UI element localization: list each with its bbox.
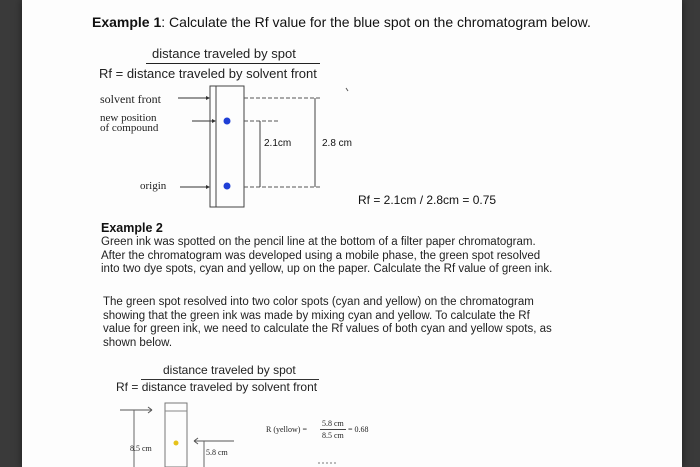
new-position-arrowhead xyxy=(212,119,216,123)
new-position-line2: of compound xyxy=(100,122,159,134)
rf-yellow-label: R (yellow) = xyxy=(266,425,307,434)
origin-spot xyxy=(224,183,231,190)
rf-yellow-result: = 0.68 xyxy=(348,425,369,434)
yellow-spot xyxy=(174,441,179,446)
example2-paragraph1 xyxy=(101,236,641,277)
formula2-lhs: Rf = xyxy=(116,380,142,394)
spot-distance-label: 2.1cm xyxy=(264,138,292,149)
new-position-line1: new position xyxy=(100,112,157,124)
p1-line: After the chromatogram was developed using a mobile phase, the green spot resolved xyxy=(101,249,541,262)
compound-spot xyxy=(224,118,231,125)
example1-question: : Calculate the Rf value for the blue spot on the chromatogram below. xyxy=(161,14,591,30)
origin-arrowhead xyxy=(206,185,210,189)
solvent-front-label: solvent front xyxy=(100,92,161,106)
formula1-lhs: Rf = xyxy=(99,66,127,81)
p2-line: showing that the green ink was made by mixing cyan and yellow. To calculate the Rf xyxy=(103,309,530,322)
rf-yellow-fraction-bar xyxy=(320,429,346,430)
p1-line: Green ink was spotted on the pencil line at the bottom of a filter paper chromatogram. xyxy=(101,236,536,248)
formula1-numerator: distance traveled by spot xyxy=(152,46,296,61)
formula2-denominator: distance traveled by solvent front xyxy=(141,380,318,394)
example2-heading: Example 2 xyxy=(101,221,163,235)
distance-58-label: 5.8 cm xyxy=(206,448,228,457)
distance-85-label: 8.5 cm xyxy=(130,444,152,453)
solvent-distance-label: 2.8 cm xyxy=(322,138,353,149)
rf-yellow-numerator: 5.8 cm xyxy=(322,419,344,428)
formula1-denominator: distance traveled by solvent front xyxy=(126,66,317,81)
example2-paragraph2 xyxy=(103,296,643,350)
formula2-denominator-row xyxy=(116,380,317,394)
p1-line: into two dye spots, cyan and yellow, up on the paper. Calculate the Rf value of green ink. xyxy=(101,263,553,275)
p2-line: The green spot resolved into two color spots (cyan and yellow) on the chromatogram xyxy=(103,296,534,308)
pen-mark xyxy=(346,88,348,91)
chromatogram-strip-2 xyxy=(165,403,187,467)
worksheet-page xyxy=(22,0,682,467)
origin-label: origin xyxy=(140,180,167,192)
solvent-front-arrowhead xyxy=(206,96,210,100)
rf-yellow-denominator: 8.5 cm xyxy=(322,431,344,440)
example1-result: Rf = 2.1cm / 2.8cm = 0.75 xyxy=(358,193,497,207)
p2-line: value for green ink, we need to calculate the Rf values of both cyan and yellow spots, as xyxy=(103,323,552,335)
example1-label: Example 1 xyxy=(92,14,162,30)
formula2-numerator: distance traveled by spot xyxy=(163,363,296,377)
p2-line: shown below. xyxy=(103,336,173,349)
